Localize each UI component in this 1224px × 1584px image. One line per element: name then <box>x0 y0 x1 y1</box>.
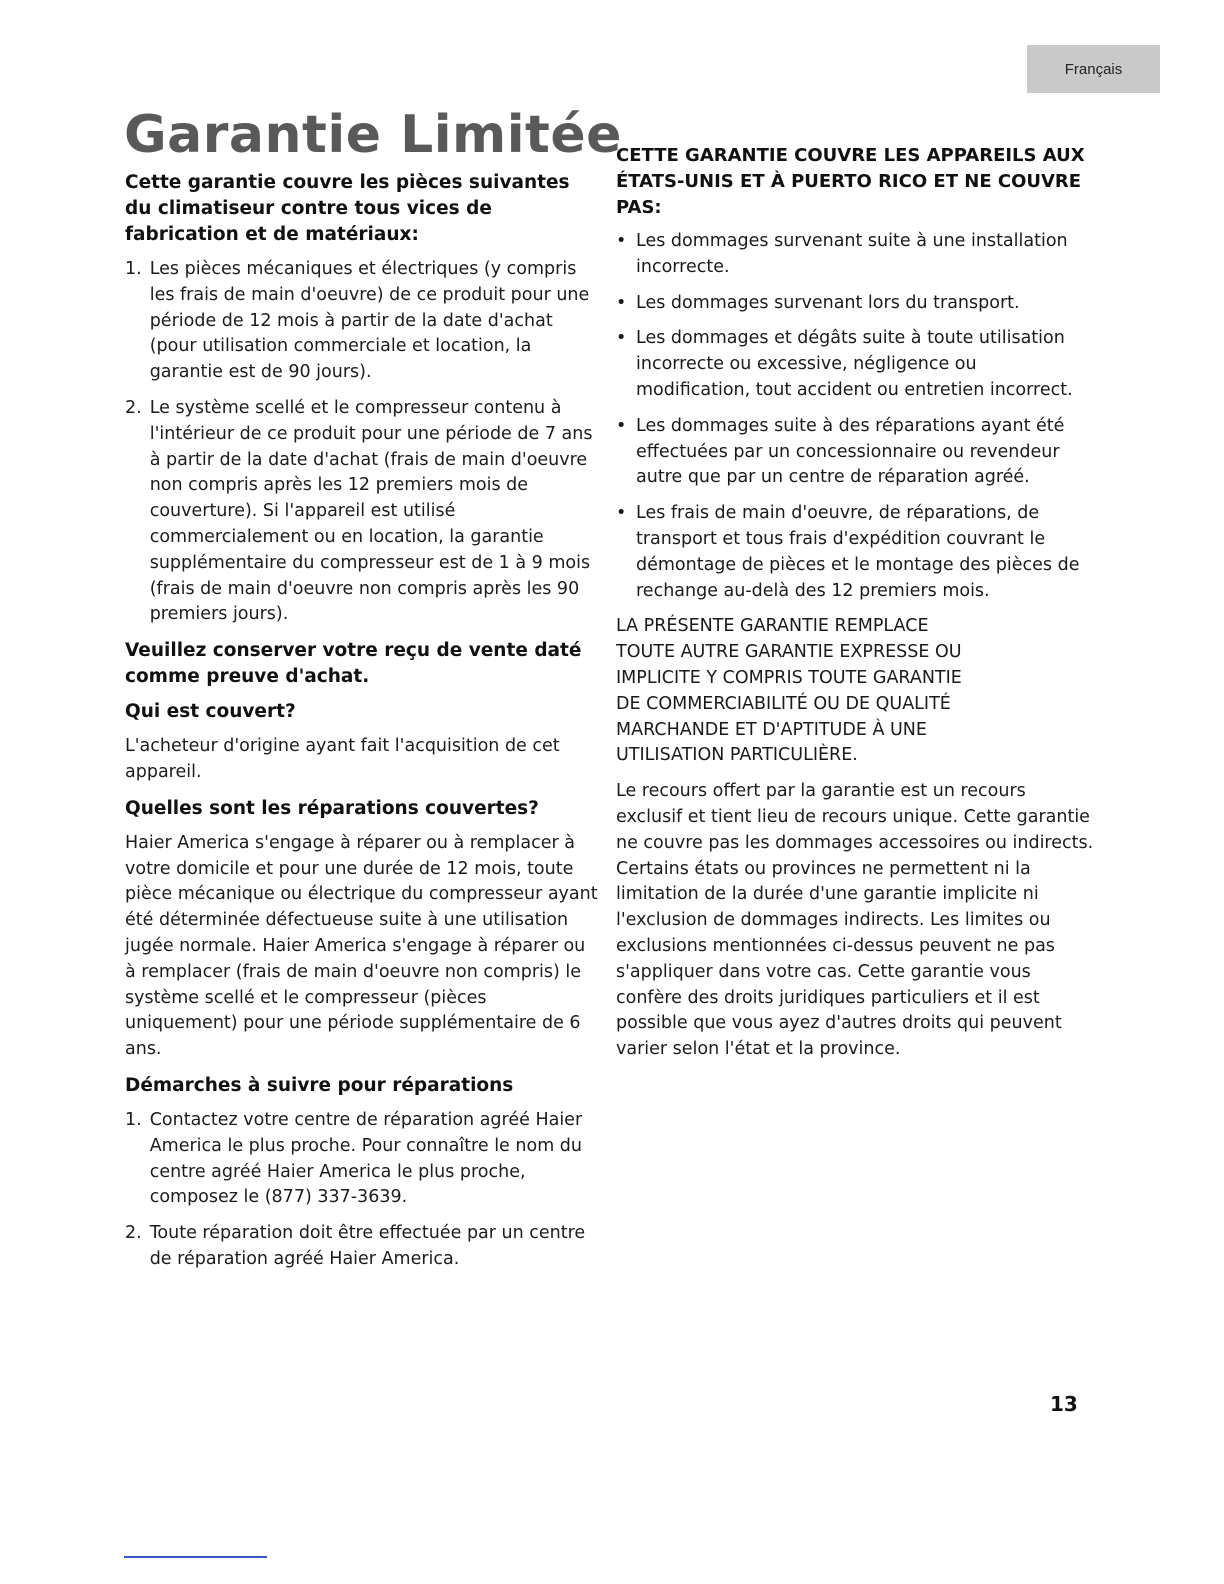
exclusion-text: Les frais de main d'oeuvre, de réparations, de transport et tous frais d'expédition couvrant le démontage de pièces et le montage des pièces de rechange au-delà des 12 premiers mois. <box>636 503 1080 601</box>
bullet-icon: • <box>616 503 627 524</box>
exclusion-item <box>616 229 1096 281</box>
bullet-icon: • <box>616 292 627 313</box>
item-text: Les pièces mécaniques et électriques (y compris les frais de main d'oeuvre) de ce produit pour une période de 12 mois à partir de la date d'achat (pour utilisation commerciale et location, la garantie est de 90 jours). <box>149 259 590 383</box>
step-text: Contactez votre centre de réparation agréé Haier America le plus proche. Pour connaître le nom du centre agréé Haier America le plus proche, composez le (877) 337-3639. <box>149 1109 583 1208</box>
coverage-item <box>125 257 600 386</box>
step-item <box>125 1108 600 1211</box>
exclusion-item <box>616 414 1096 491</box>
who-heading: Qui est couvert? <box>125 701 296 723</box>
exclusion-item <box>616 291 1096 317</box>
repairs-text: Haier America s'engage à réparer ou à remplacer à votre domicile et pour une durée de 12 mois, toute pièce mécanique ou électrique du compresseur ayant été déterminée défectueuse suite à une utilisation jugée normale. Haier America s'engage à réparer ou à remplacer (frais de main d'oeuvre non compris) le système scellé et le compresseur (pièces uniquement) pour une période supplémentaire de 6 ans. <box>125 832 598 1060</box>
footer-rule <box>124 1556 267 1558</box>
exclusion-text: Les dommages survenant lors du transport. <box>636 292 1020 313</box>
coverage-heading: Cette garantie couvre les pièces suivantes du climatiseur contre tous vices de fabrication et de matériaux: <box>125 172 570 245</box>
exclusion-text: Les dommages et dégâts suite à toute utilisation incorrecte ou excessive, négligence ou modification, tout accident ou entretien incorrect. <box>636 328 1073 400</box>
disclaimer-line: DE COMMERCIABILITÉ OU DE QUALITÉ <box>616 693 951 714</box>
bullet-icon: • <box>616 328 627 349</box>
bullet-icon: • <box>616 415 627 436</box>
repairs-heading: Quelles sont les réparations couvertes? <box>125 797 539 819</box>
remedy-text: Le recours offert par la garantie est un recours exclusif et tient lieu de recours unique. Cette garantie ne couvre pas les dommages accessoires ou indirects. Certains états ou provinces ne permettent ni la limitation de la durée d'une garantie implicite ni l'exclusion de dommages indirects. Les limites ou exclusions mentionnées ci-dessus peuvent ne pas s'appliquer dans votre cas. Cette garantie vous confère des droits juridiques particuliers et il est possible que vous ayez d'autres droits qui peuvent varier selon l'état et la province. <box>616 781 1094 1060</box>
coverage-item <box>125 396 600 628</box>
step-number: 2. <box>125 1223 142 1244</box>
disclaimer-line: IMPLICITE Y COMPRIS TOUTE GARANTIE <box>616 667 962 688</box>
page-title: Garantie Limitée <box>124 105 622 165</box>
item-number: 1. <box>125 259 142 279</box>
page-number: 13 <box>1050 1392 1078 1416</box>
disclaimer-line: MARCHANDE ET D'APTITUDE À UNE <box>616 719 927 740</box>
step-item <box>125 1221 600 1273</box>
exclusion-item <box>616 501 1096 604</box>
steps-heading: Démarches à suivre pour réparations <box>125 1074 514 1096</box>
disclaimer-line: UTILISATION PARTICULIÈRE. <box>616 745 858 766</box>
disclaimer-line: LA PRÉSENTE GARANTIE REMPLACE <box>616 616 929 637</box>
item-text: Le système scellé et le compresseur contenu à l'intérieur de ce produit pour une période de 7 ans à partir de la date d'achat (frais de main d'oeuvre non compris après les 12 premiers mois de couverture). Si l'appareil est utilisé commercialement ou en location, la garantie supplémentaire du compresseur est de 1 à 9 mois (frais de main d'oeuvre non compris après les 90 premiers jours). <box>149 397 593 625</box>
right-column <box>616 143 1096 1073</box>
disclaimer-line: TOUTE AUTRE GARANTIE EXPRESSE OU <box>616 642 962 663</box>
language-tab: Français <box>1027 45 1160 93</box>
disclaimer-caps <box>616 614 1096 769</box>
step-number: 1. <box>125 1109 142 1130</box>
item-number: 2. <box>125 397 142 418</box>
exclusion-text: Les dommages suite à des réparations ayant été effectuées par un concessionnaire ou revendeur autre que par un centre de réparation agréé. <box>636 415 1065 488</box>
who-text: L'acheteur d'origine ayant fait l'acquisition de cet appareil. <box>125 736 560 782</box>
bullet-icon: • <box>616 231 627 251</box>
exclusions-heading: CETTE GARANTIE COUVRE LES APPAREILS AUX ÉTATS-UNIS ET À PUERTO RICO ET NE COUVRE PAS: <box>616 145 1085 218</box>
left-column <box>125 170 600 1283</box>
receipt-heading: Veuillez conserver votre reçu de vente daté comme preuve d'achat. <box>125 640 582 688</box>
exclusion-text: Les dommages survenant suite à une installation incorrecte. <box>636 231 1068 277</box>
step-text: Toute réparation doit être effectuée par un centre de réparation agréé Haier America. <box>149 1223 586 1269</box>
exclusion-item <box>616 326 1096 403</box>
